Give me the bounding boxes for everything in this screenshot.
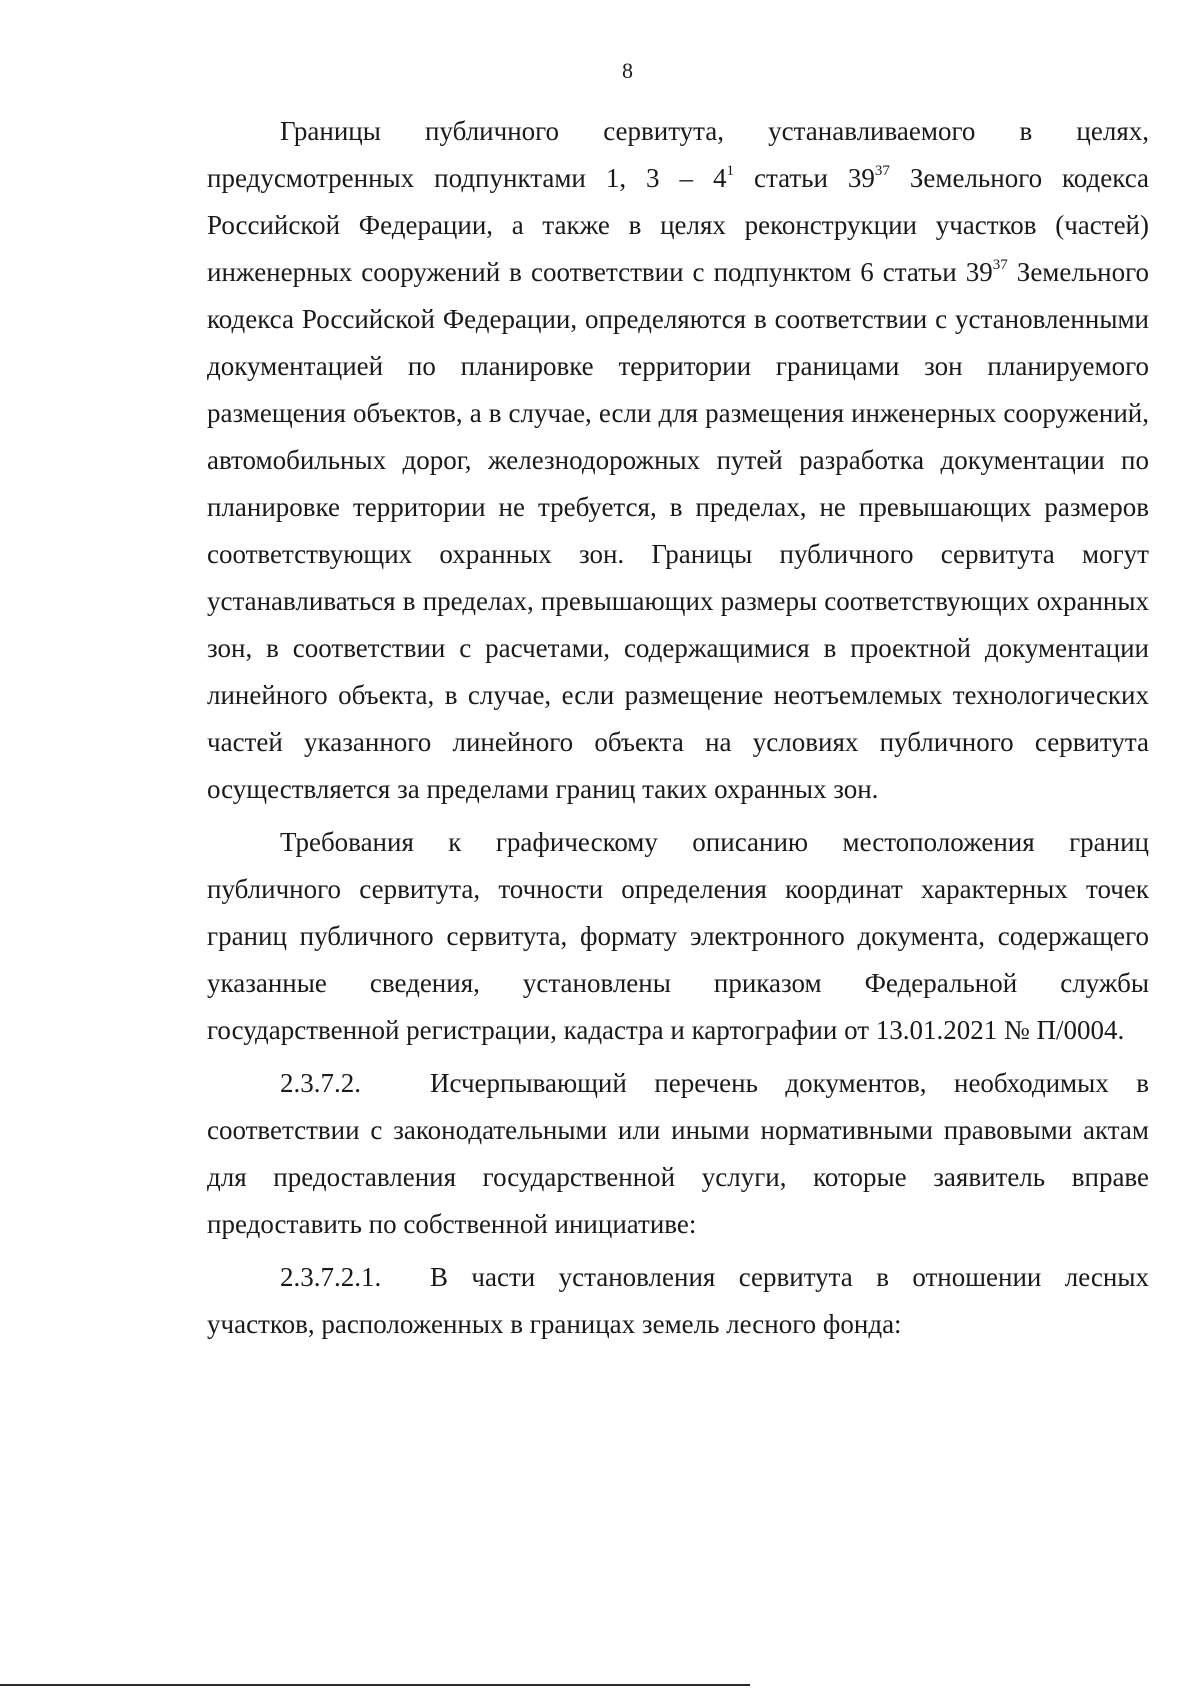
paragraph-text: Исчерпывающий перечень документов, необходимых в соответствии с законодательными или иными нормативными правовыми актам для предоставления государственной услуги, которые заявитель вправе предоставить по собственной инициативе: — [207, 1068, 1149, 1239]
paragraph-text: Земельного кодекса Российской Федерации, а также в целях реконструкции участков (частей) инженерных сооружений в соответствии с подпунктом 6 статьи 39 — [207, 163, 1149, 287]
footer-divider — [0, 1684, 750, 1686]
page-number: 8 — [622, 58, 633, 83]
section-number: 2.3.7.2.1. — [280, 1262, 382, 1292]
paragraph-text: статьи 39 — [734, 163, 875, 193]
document-body — [207, 108, 1149, 1348]
section-number: 2.3.7.2. — [280, 1068, 361, 1098]
paragraph-text: В части установления сервитута в отношении лесных участков, расположенных в границах земель лесного фонда: — [207, 1262, 1149, 1339]
paragraph-text: Земельного кодекса Российской Федерации, определяются в соответствии с установленными документацией по планировке территории границами зон планируемого размещения объектов, а в случае, если для размещения инженерных сооружений, автомобильных дорог, железнодорожных путей разработка документации по планировке территории не требуется, в пределах, не превышающих размеров соответствующих охранных зон. Границы публичного сервитута могут устанавливаться в пределах, превышающих размеры соответствующих охранных зон, в соответствии с расчетами, содержащимися в проектной документации линейного объекта, в случае, если размещение неотъемлемых технологических частей указанного линейного объекта на условиях публичного сервитута осуществляется за пределами границ таких охранных зон. — [207, 257, 1150, 804]
superscript: 37 — [874, 163, 890, 179]
paragraph-text: Границы публичного сервитута, устанавливаемого в целях, предусмотренных подпунктами 1, 3 – 4 — [207, 116, 1149, 193]
paragraph-servitude-boundaries — [207, 108, 1149, 813]
paragraph-2-3-7-2-1 — [207, 1254, 1149, 1348]
paragraph-graphic-description-requirements — [207, 819, 1149, 1054]
superscript: 37 — [992, 257, 1008, 273]
paragraph-2-3-7-2 — [207, 1060, 1149, 1248]
superscript: 1 — [726, 163, 734, 179]
paragraph-text: Требования к графическому описанию местоположения границ публичного сервитута, точности определения координат характерных точек границ публичного сервитута, формату электронного документа, содержащего указанные сведения, установлены приказом Федеральной службы государственной регистрации, кадастра и картографии от 13.01.2021 № П/0004. — [207, 827, 1149, 1045]
